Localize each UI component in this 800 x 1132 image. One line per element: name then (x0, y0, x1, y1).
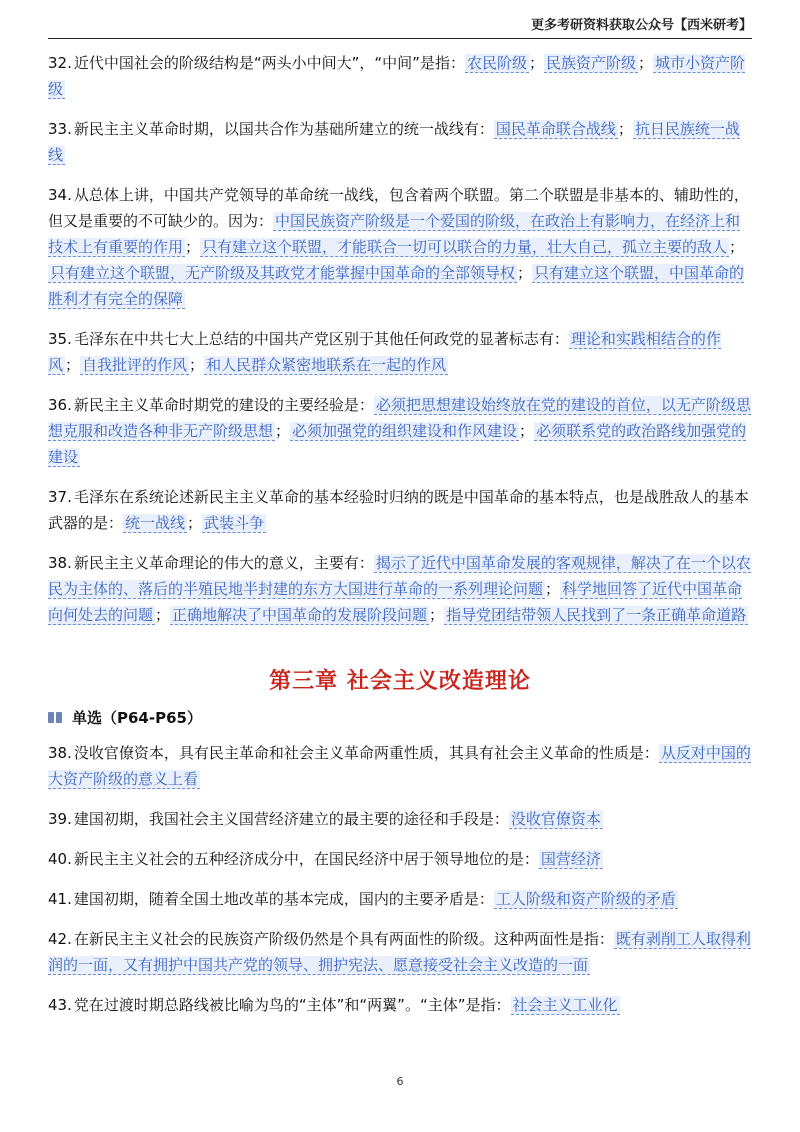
question-number: 43. (48, 996, 72, 1014)
answer-text: 没收官僚资本 (510, 810, 601, 828)
header-text: 更多考研资料获取公众号【西米研考】 (530, 18, 752, 33)
question-number: 38. (48, 744, 72, 762)
answer-separator: ； (638, 54, 654, 72)
question-text: 党在过渡时期总路线被比喻为鸟的“主体”和“两翼”。“主体”是指： (73, 996, 511, 1014)
question-item (48, 992, 752, 1018)
answer-separator: ； (617, 120, 633, 138)
answer-separator: ； (65, 356, 81, 374)
question-text: 新民主主义革命时期党的建设的主要经验是： (73, 396, 374, 414)
answer-text: 自我批评的作风 (82, 356, 188, 374)
question-item (48, 926, 752, 978)
question-text: 在新民主主义社会的民族资产阶级仍然是个具有两面性的阶级。这种两面性是指： (73, 930, 614, 948)
answer-separator: ； (545, 580, 561, 598)
answer-text: 从反对中国的大资产阶级的意义上看 (48, 744, 751, 788)
question-item (48, 50, 752, 102)
question-number: 37. (48, 488, 72, 506)
question-item (48, 550, 752, 628)
question-text: 新民主主义革命时期，以国共合作为基础所建立的统一战线有： (73, 120, 494, 138)
answer-text: 指导党团结带领人民找到了一条正确革命道路 (446, 606, 747, 624)
question-number: 33. (48, 120, 72, 138)
answer-separator: ； (155, 606, 171, 624)
question-text: 新民主主义社会的五种经济成分中，在国民经济中居于领导地位的是： (73, 850, 539, 868)
question-item (48, 392, 752, 470)
answer-text: 必须把思想建设始终放在党的建设的首位，以无产阶级思想克服和改造各种非无产阶级思想 (48, 396, 751, 440)
question-item (48, 116, 752, 168)
answer-text: 城市小资产阶级 (48, 54, 746, 98)
question-item (48, 806, 752, 832)
answer-text: 国营经济 (540, 850, 601, 868)
question-text: 近代中国社会的阶级结构是“两头小中间大”，“中间”是指： (73, 54, 465, 72)
answer-text: 国民革命联合战线 (495, 120, 616, 138)
answer-text: 只有建立这个联盟，中国革命的胜利才有完全的保障 (48, 264, 745, 308)
question-number: 34. (48, 186, 72, 204)
page-number: 6 (396, 1075, 404, 1088)
question-number: 36. (48, 396, 72, 414)
answer-text: 中国民族资产阶级是一个爱国的阶级，在政治上有影响力，在经济上和技术上有重要的作用 (48, 212, 741, 256)
answer-separator: ； (528, 54, 544, 72)
answer-text: 正确地解决了中国革命的发展阶段问题 (172, 606, 428, 624)
answer-text: 必须联系党的政治路线加强党的建设 (48, 422, 747, 466)
question-number: 38. (48, 554, 72, 572)
answer-text: 农民阶级 (466, 54, 527, 72)
question-text: 毛泽东在中共七大上总结的中国共产党区别于其他任何政党的显著标志有： (73, 330, 569, 348)
question-number: 40. (48, 850, 72, 868)
question-item (48, 326, 752, 378)
answer-text: 工人阶级和资产阶级的矛盾 (495, 890, 676, 908)
book-icon (48, 712, 62, 723)
answer-text: 只有建立这个联盟，才能联合一切可以联合的力量，壮大自己，孤立主要的敌人 (202, 238, 728, 256)
answer-text: 只有建立这个联盟，无产阶级及其政党才能掌握中国革命的全部领导权 (50, 264, 516, 282)
question-number: 39. (48, 810, 72, 828)
question-item (48, 484, 752, 536)
document-body (48, 50, 752, 1032)
question-number: 41. (48, 890, 72, 908)
answer-separator: ； (729, 238, 745, 256)
answer-separator: ； (185, 238, 201, 256)
question-text: 新民主主义革命理论的伟大的意义，主要有： (73, 554, 374, 572)
section-title: 单选（P64-P65） (72, 709, 202, 727)
question-item (48, 846, 752, 872)
answer-separator: ； (429, 606, 445, 624)
answer-separator: ； (275, 422, 291, 440)
question-text: 从总体上讲，中国共产党领导的革命统一战线，包含着两个联盟。第二个联盟是非基本的、辅助性的，但又是重要的不可缺少的。因为： (48, 186, 749, 230)
question-item (48, 740, 752, 792)
answer-text: 统一战线 (125, 514, 186, 532)
answer-text: 科学地回答了近代中国革命向何处去的问题 (48, 580, 743, 624)
answer-separator: ； (189, 356, 205, 374)
question-number: 42. (48, 930, 72, 948)
section-heading (48, 707, 752, 728)
question-text: 毛泽东在系统论述新民主主义革命的基本经验时归纳的既是中国革命的基本特点，也是战胜敌人的基本武器的是： (48, 488, 749, 532)
question-list-part1 (48, 50, 752, 628)
question-list-part2 (48, 740, 752, 1018)
answer-text: 抗日民族统一战线 (48, 120, 740, 164)
chapter-title: 第三章 社会主义改造理论 (269, 669, 531, 694)
answer-text: 揭示了近代中国革命发展的客观规律，解决了在一个以农民为主体的、落后的半殖民地半封建的东方大国进行革命的一系列理论问题 (48, 554, 751, 598)
answer-text: 和人民群众紧密地联系在一起的作风 (206, 356, 447, 374)
answer-text: 武装斗争 (204, 514, 265, 532)
answer-text: 既有剥削工人取得利润的一面，又有拥护中国共产党的领导、拥护宪法、愿意接受社会主义改造的一面 (48, 930, 751, 974)
answer-text: 必须加强党的组织建设和作风建设 (292, 422, 518, 440)
page-header (48, 0, 752, 39)
question-text: 没收官僚资本，具有民主革命和社会主义革命两重性质，其具有社会主义革命的性质是： (73, 744, 659, 762)
answer-separator: ； (517, 264, 533, 282)
answer-text: 社会主义工业化 (512, 996, 618, 1014)
answer-separator: ； (519, 422, 535, 440)
question-item (48, 182, 752, 312)
answer-text: 理论和实践相结合的作风 (48, 330, 721, 374)
question-text: 建国初期，我国社会主义国营经济建立的最主要的途径和手段是： (73, 810, 509, 828)
answer-separator: ； (187, 514, 203, 532)
question-number: 35. (48, 330, 72, 348)
answer-text: 民族资产阶级 (545, 54, 636, 72)
question-text: 建国初期，随着全国土地改革的基本完成，国内的主要矛盾是： (73, 890, 494, 908)
question-item (48, 886, 752, 912)
question-number: 32. (48, 54, 72, 72)
